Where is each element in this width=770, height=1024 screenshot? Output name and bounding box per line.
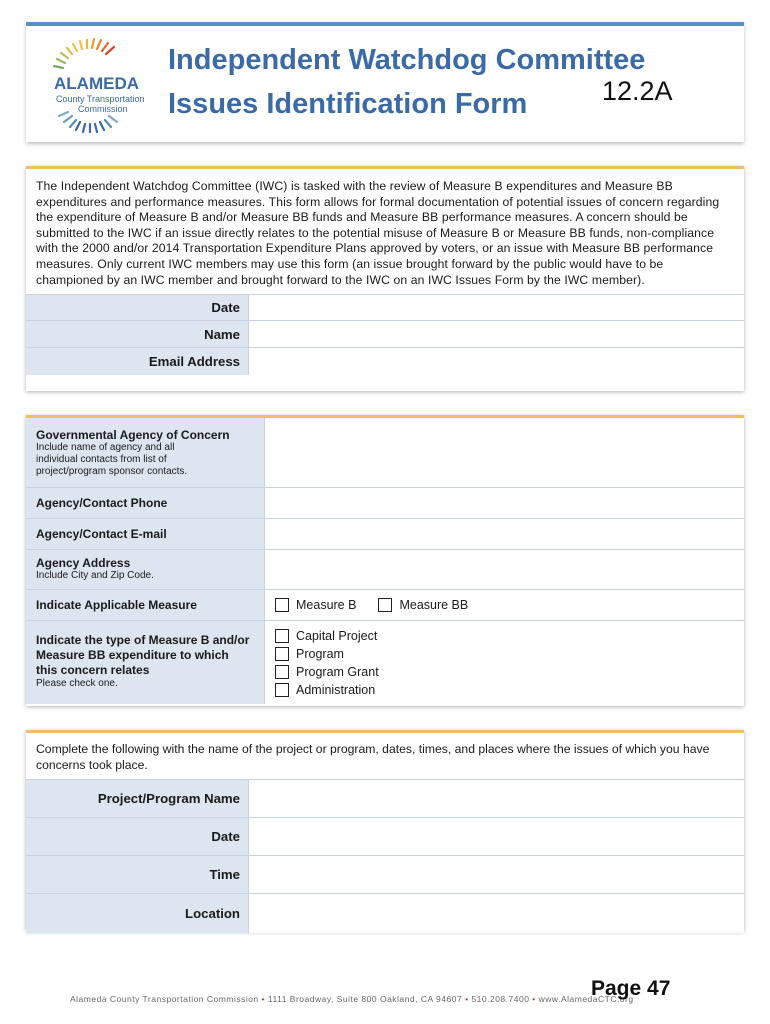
project-location-label: Location [26,894,249,933]
form-title-line-2: Issues Identification Form [168,88,528,120]
name-label: Name [26,321,249,348]
intro-paragraph [26,169,744,294]
submitter-table [26,294,744,375]
list-item [275,627,744,645]
agency-email-label-cell [26,518,265,549]
expenditure-type-hint: Please check one. [36,677,118,689]
measure-bb-label: Measure BB [399,597,469,612]
footer-org: Alameda County Transportation Commission [70,994,259,1004]
project-name-label: Project/Program Name [26,780,249,818]
agency-hint: Include name of agency and all individual contacts from list of project/program sponsor contacts. [36,442,188,477]
agency-phone-label-cell [26,487,265,518]
agency-email-label: Agency/Contact E-mail [36,526,167,541]
project-time-field[interactable] [249,856,745,894]
capital-project-label: Capital Project [296,628,378,643]
page-footer [70,994,634,1004]
email-field[interactable] [249,348,745,375]
table-row [26,487,744,518]
measure-options [265,589,745,620]
table-row [26,894,744,933]
project-time-label: Time [26,856,249,894]
logo-subtitle: County Transportation [56,94,145,104]
project-table [26,779,744,933]
project-date-field[interactable] [249,818,745,856]
email-label: Email Address [26,348,249,375]
agency-email-field[interactable] [265,518,745,549]
table-row [26,780,744,818]
agency-section [26,415,744,706]
expenditure-type-options [265,620,745,704]
program-grant-checkbox[interactable] [275,665,289,679]
agency-address-label-cell [26,549,265,589]
submitter-section [26,166,744,391]
page-number: Page 47 [591,977,671,1000]
logo-subtitle-2: Commission [78,104,128,114]
list-item [275,681,744,699]
name-field[interactable] [249,321,745,348]
agency-address-hint: Include City and Zip Code. [36,570,154,581]
measure-checkbox-row [265,598,744,612]
table-row [26,295,744,321]
agency-phone-label: Agency/Contact Phone [36,495,168,510]
administration-label: Administration [296,682,376,697]
table-row [26,620,744,704]
agency-table [26,418,744,704]
date-field[interactable] [249,295,745,321]
agency-phone-field[interactable] [265,487,745,518]
footer-address: 1111 Broadway, Suite 800 Oakland, CA 94607 [267,994,463,1004]
agency-label-cell [26,418,265,487]
measure-b-label: Measure B [296,597,357,612]
table-row [26,589,744,620]
date-label: Date [26,295,249,321]
table-row [26,518,744,549]
program-label: Program [296,646,344,661]
bullet-icon: • [532,994,536,1004]
logo-wordmark: ALAMEDA [54,74,139,93]
administration-checkbox[interactable] [275,683,289,697]
project-date-label: Date [26,818,249,856]
list-item [275,645,744,663]
agency-address-field[interactable] [265,549,745,589]
capital-project-checkbox[interactable] [275,629,289,643]
program-checkbox[interactable] [275,647,289,661]
expenditure-type-label: Indicate the type of Measure B and/or Measure BB expenditure to which this concern relates [36,632,250,677]
table-row [26,818,744,856]
intro-text: The Independent Watchdog Committee (IWC) is tasked with the review of Measure B expenditures and Measure BB expenditures and performance measures. This form allows for formal documentation of potential issues of concern regarding the expenditure of Measure B and/or Measure BB funds and Measure BB performance measures. A concern should be submitted to the IWC if an issue directly relates to the potential misuse of Measure B or Measure BB funds, non-compliance with the 2000 and/or 2014 Transportation Expenditure Plans approved by voters, or an issue with Measure BB performance measures. Only current IWC members may use this form (an issue brought forward by the public would have to be championed by an IWC member and brought forward to the IWC on an IWC Issues Form by the IWC member). [36,179,720,287]
footer-website[interactable]: www.AlamedaCTC.org [538,994,634,1004]
agency-field[interactable] [265,418,745,487]
list-item [275,663,744,681]
form-header [26,22,744,142]
bullet-icon: • [261,994,266,1004]
measure-label: Indicate Applicable Measure [36,597,197,612]
measure-bb-checkbox[interactable] [378,598,392,612]
table-row [26,856,744,894]
agency-address-label: Agency Address [36,556,131,570]
program-grant-label: Program Grant [296,664,379,679]
measure-b-checkbox[interactable] [275,598,289,612]
project-name-field[interactable] [249,780,745,818]
table-row [26,418,744,487]
table-row [26,321,744,348]
footer-phone: 510.208.7400 [471,994,530,1004]
document-number: 12.2A [602,76,673,106]
bullet-icon: • [465,994,469,1004]
table-row [26,348,744,375]
expenditure-type-label-cell [26,620,265,704]
project-section [26,730,744,931]
agency-label: Governmental Agency of Concern [36,428,230,442]
project-location-field[interactable] [249,894,745,933]
expenditure-checkbox-list [265,621,744,703]
form-title-line-1: Independent Watchdog Committee [168,44,646,76]
measure-label-cell [26,589,265,620]
table-row [26,549,744,589]
project-instructions: Complete the following with the name of the project or program, dates, times, and places where the issues of which you have concerns took place. [36,742,710,772]
alameda-ctc-logo [32,36,152,136]
